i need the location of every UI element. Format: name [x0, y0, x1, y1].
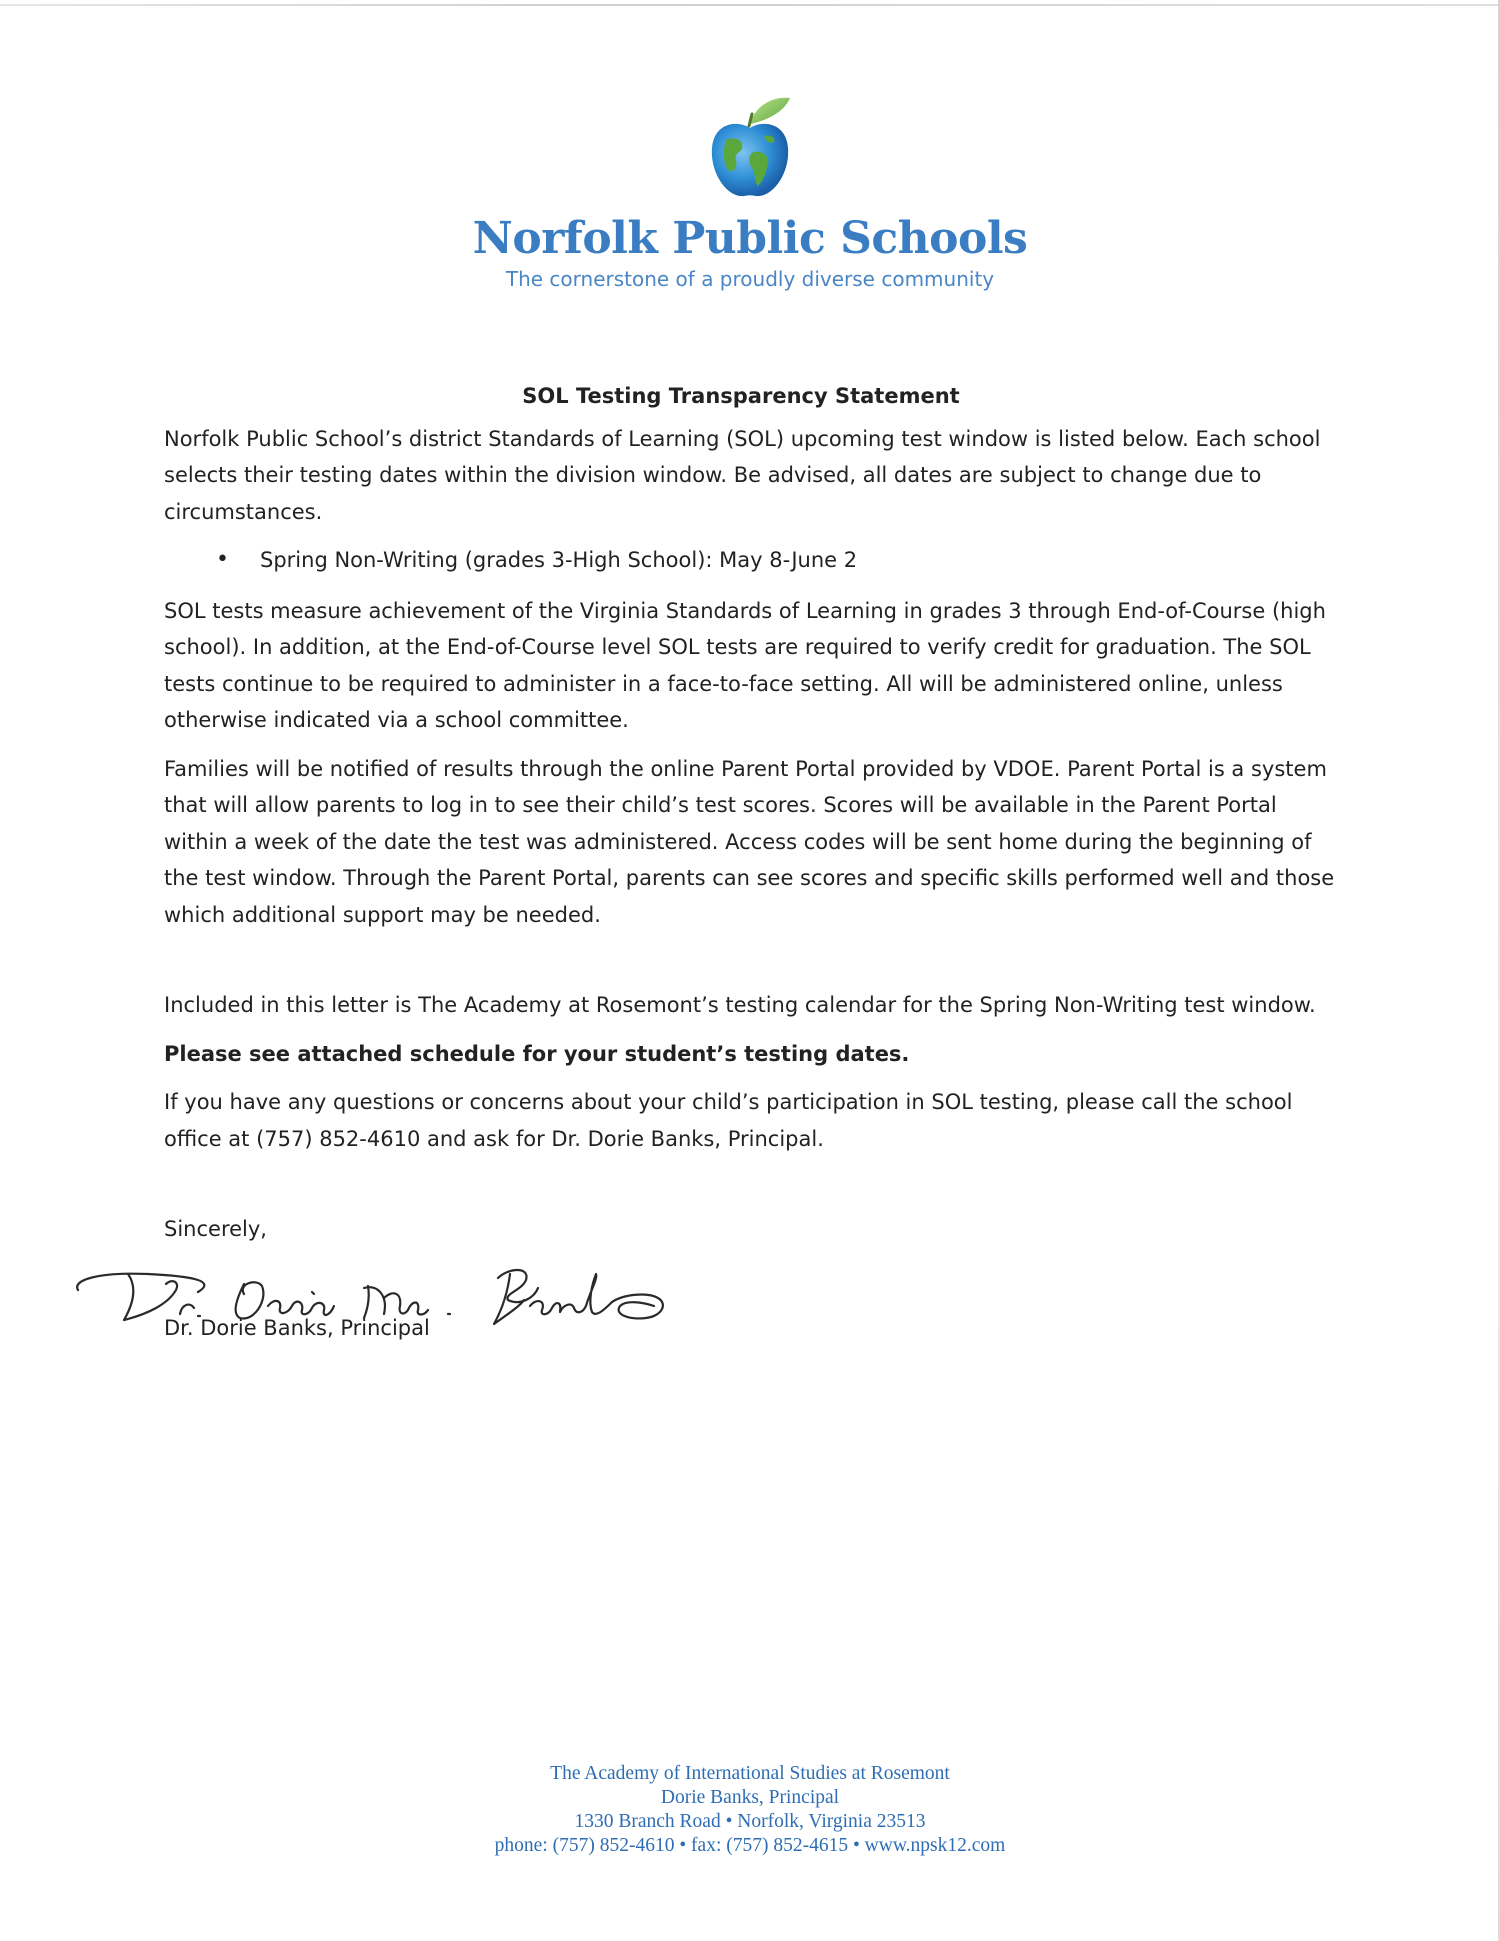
- sol-paragraph: SOL tests measure achievement of the Virginia Standards of Learning in grades 3 through End-of-Course (high school). In addition, at the End-of-Course level SOL tests are required to verify credit for graduation. The SOL tests continue to be required to administer in a face-to-face setting. All will be administered online, unless otherwise indicated via a school committee.: [164, 598, 1326, 732]
- intro-paragraph: Norfolk Public School’s district Standards of Learning (SOL) upcoming test window is listed below. Each school selects their testing dates within the division window. Be advised, all dates are subject to change due to circumstances.: [164, 426, 1321, 524]
- document-title: SOL Testing Transparency Statement: [522, 384, 960, 408]
- org-name: Norfolk Public Schools: [472, 213, 1028, 264]
- calendar-paragraph: Included in this letter is The Academy at Rosemont’s testing calendar for the Spring Non-Writing test window.: [164, 993, 1316, 1017]
- closing-block: [164, 1211, 1344, 1346]
- salutation: Sincerely,: [164, 1217, 267, 1241]
- school-footer: [0, 1762, 1500, 1858]
- schedule-note: Please see attached schedule for your student’s testing dates.: [164, 1041, 910, 1066]
- footer-contact: phone: (757) 852-4610 • fax: (757) 852-4615 • www.npsk12.com: [494, 1835, 1006, 1856]
- apple-globe-icon: [704, 90, 796, 202]
- org-tagline: The cornerstone of a proudly diverse community: [505, 267, 995, 291]
- footer-school-name: The Academy of International Studies at Rosemont: [550, 1763, 950, 1784]
- contact-paragraph: If you have any questions or concerns about your child’s participation in SOL testing, please call the school office at (757) 852-4610 and ask for Dr. Dorie Banks, Principal.: [164, 1090, 1293, 1151]
- footer-principal: Dorie Banks, Principal: [660, 1787, 840, 1808]
- letterhead: [0, 90, 1500, 292]
- signer-name: Dr. Dorie Banks, Principal: [164, 1315, 430, 1340]
- letter-body: [164, 378, 1344, 1346]
- test-window-item: • Spring Non-Writing (grades 3-High School): May 8-June 2: [216, 542, 1344, 579]
- portal-paragraph: Families will be notified of results through the online Parent Portal provided by VDOE. Parent Portal is a system that will allow parents to log in to see their child’s test scores. Scores will be available in the Parent Portal within a week of the date the test was administered. Access codes will be sent home during the beginning of the test window. Through the Parent Portal, parents can see scores and specific skills performed well and those which additional support may be needed.: [164, 756, 1335, 927]
- paragraph-spacer: [164, 945, 1344, 987]
- scan-edge-top: [0, 4, 1500, 6]
- footer-address: 1330 Branch Road • Norfolk, Virginia 23513: [574, 1811, 926, 1832]
- test-window-list: [164, 542, 1344, 579]
